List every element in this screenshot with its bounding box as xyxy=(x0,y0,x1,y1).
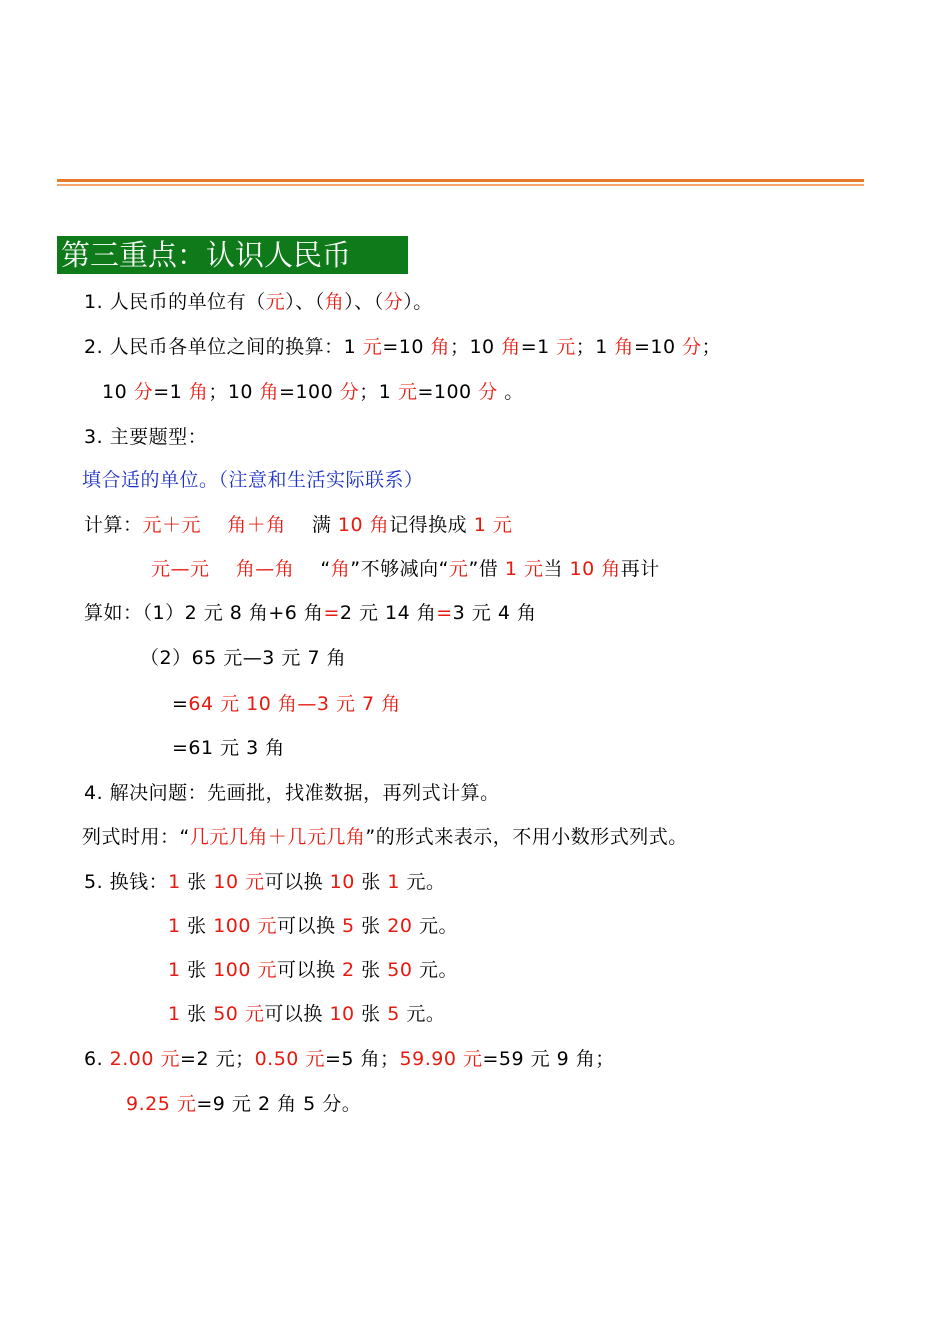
text-line xyxy=(84,600,536,626)
text-segment: =10 xyxy=(382,336,431,358)
highlighted-text: 分 xyxy=(383,291,404,313)
highlighted-text: 元 xyxy=(448,558,469,580)
text-line xyxy=(84,1046,615,1072)
text-segment: ）、（ xyxy=(285,291,325,313)
text-segment: 元。 xyxy=(412,915,458,937)
text-line xyxy=(168,1001,445,1027)
highlighted-text: 10 元 xyxy=(213,871,265,893)
highlighted-text: 10 xyxy=(329,1003,355,1025)
highlighted-text: 角 xyxy=(188,381,209,403)
highlighted-text: 5 xyxy=(342,915,355,937)
text-segment: 张 xyxy=(180,1003,214,1025)
highlighted-text: 50 元 xyxy=(213,1003,265,1025)
orange-divider-line xyxy=(57,179,864,182)
text-segment: 张 xyxy=(354,959,388,981)
text-segment xyxy=(201,514,227,536)
text-line xyxy=(84,334,721,360)
text-segment: ；10 xyxy=(449,336,502,358)
text-segment: 张 xyxy=(354,1003,388,1025)
text-line xyxy=(102,379,524,405)
text-segment: =10 xyxy=(633,336,683,358)
text-segment: ；10 xyxy=(208,381,260,403)
text-segment: 。 xyxy=(497,381,524,403)
highlighted-text: 50 xyxy=(387,959,413,981)
highlighted-text: 分 xyxy=(478,381,498,403)
highlighted-text: 1 元 xyxy=(504,558,544,580)
highlighted-text: 分 xyxy=(682,336,702,358)
highlighted-text: 元—元 xyxy=(151,558,210,580)
highlighted-text: 1 xyxy=(168,915,181,937)
text-segment: 10 xyxy=(102,381,134,403)
text-segment: 2 元 14 角 xyxy=(339,602,437,624)
highlighted-text: 59.90 元 xyxy=(399,1048,483,1070)
text-segment: ”借 xyxy=(468,558,505,580)
text-segment: 记得换成 xyxy=(389,514,474,536)
text-segment: 可以换 xyxy=(277,959,343,981)
text-line xyxy=(168,913,458,939)
highlighted-text: 角 xyxy=(259,381,280,403)
highlighted-text: 角＋角 xyxy=(227,514,286,536)
text-line xyxy=(140,645,346,671)
text-segment: =1 xyxy=(520,336,557,358)
text-segment: 3. 主要题型： xyxy=(84,426,208,448)
blue-text: 填合适的单位。（注意和生活实际联系） xyxy=(82,469,424,491)
text-segment: 算如：（1）2 元 8 角+6 角 xyxy=(84,602,324,624)
text-line xyxy=(126,1091,361,1117)
highlighted-text: = xyxy=(323,602,340,624)
highlighted-text: 10 角 xyxy=(337,514,390,536)
text-segment: ）。 xyxy=(403,291,433,313)
highlighted-text: 1 元 xyxy=(473,514,513,536)
text-segment: 满 xyxy=(285,514,338,536)
text-segment: =61 元 3 角 xyxy=(172,737,285,759)
text-segment: 元。 xyxy=(412,959,458,981)
highlighted-text: 9.25 元 xyxy=(126,1093,197,1115)
text-segment: =100 xyxy=(417,381,479,403)
highlighted-text: 10 xyxy=(329,871,355,893)
highlighted-text: 10 角 xyxy=(569,558,621,580)
text-segment: 张 xyxy=(180,915,214,937)
highlighted-text: 分 xyxy=(339,381,360,403)
text-line xyxy=(82,824,688,850)
text-segment: ”不够减向“ xyxy=(350,558,449,580)
highlighted-text: 0.50 元 xyxy=(254,1048,325,1070)
highlighted-text: 1 xyxy=(168,871,181,893)
text-segment: 元。 xyxy=(399,1003,446,1025)
text-segment: ”的形式来表示，不用小数形式列式。 xyxy=(365,826,688,848)
highlighted-text: 角 xyxy=(330,558,351,580)
text-segment xyxy=(210,558,236,580)
text-segment: 6. xyxy=(84,1048,110,1070)
highlighted-text: 元 xyxy=(362,336,383,358)
text-segment: =9 元 2 角 5 分。 xyxy=(196,1093,362,1115)
highlighted-text: 100 元 xyxy=(213,915,277,937)
highlighted-text: 元＋元 xyxy=(142,514,202,536)
highlighted-text: 角 xyxy=(614,336,634,358)
highlighted-text: 元 xyxy=(556,336,576,358)
text-line xyxy=(172,691,401,717)
text-segment: ）、（ xyxy=(344,291,384,313)
text-segment: =2 元； xyxy=(180,1048,255,1070)
highlighted-text: 2.00 元 xyxy=(109,1048,181,1070)
text-segment: =1 xyxy=(153,381,189,403)
text-segment: 可以换 xyxy=(264,871,330,893)
text-line xyxy=(84,869,446,895)
text-segment: = xyxy=(172,693,189,715)
text-segment: 张 xyxy=(354,871,388,893)
text-segment: “ xyxy=(294,558,331,580)
text-segment: 5. 换钱： xyxy=(84,871,169,893)
highlighted-text: 角 xyxy=(324,291,345,313)
text-line xyxy=(82,467,424,493)
highlighted-text: 元 xyxy=(397,381,418,403)
highlighted-text: 1 xyxy=(168,1003,181,1025)
text-segment: =5 角； xyxy=(324,1048,400,1070)
text-segment: 1. 人民币的单位有（ xyxy=(84,291,266,313)
text-line xyxy=(168,957,458,983)
highlighted-text: 角—角 xyxy=(235,558,295,580)
highlighted-text: 20 xyxy=(387,915,413,937)
text-line xyxy=(84,424,207,450)
text-segment: 4. 解决问题：先画批，找准数据，再列式计算。 xyxy=(84,782,500,804)
text-segment: 张 xyxy=(180,871,214,893)
text-segment: 计算： xyxy=(84,514,143,536)
text-segment: 当 xyxy=(543,558,570,580)
text-segment: 再计 xyxy=(620,558,660,580)
highlighted-text: 2 xyxy=(342,959,355,981)
text-segment: ；1 xyxy=(359,381,398,403)
highlighted-text: 分 xyxy=(133,381,154,403)
highlighted-text: 角 xyxy=(430,336,450,358)
highlighted-text: 5 xyxy=(387,1003,400,1025)
highlighted-text: 64 元 10 角—3 元 7 角 xyxy=(188,693,401,715)
text-line xyxy=(84,512,512,538)
text-line xyxy=(84,289,433,315)
highlighted-text: 1 xyxy=(387,871,400,893)
text-segment: ；1 xyxy=(575,336,615,358)
text-line xyxy=(151,556,660,582)
highlighted-text: 1 xyxy=(168,959,181,981)
text-segment: （2）65 元—3 元 7 角 xyxy=(140,647,347,669)
text-segment: 2. 人民币各单位之间的换算：1 xyxy=(84,336,363,358)
text-segment: 3 元 4 角 xyxy=(452,602,537,624)
text-line xyxy=(84,780,500,806)
text-segment: 列式时用：“ xyxy=(82,826,190,848)
text-segment: 张 xyxy=(354,915,388,937)
text-segment: 可以换 xyxy=(264,1003,330,1025)
highlighted-text: 100 元 xyxy=(213,959,277,981)
text-segment: ； xyxy=(701,336,722,358)
text-segment: 张 xyxy=(180,959,214,981)
highlighted-text: 角 xyxy=(501,336,521,358)
text-segment: 可以换 xyxy=(277,915,343,937)
text-line xyxy=(172,735,285,761)
highlighted-text: 几元几角＋几元几角 xyxy=(189,826,366,848)
highlighted-text: 元 xyxy=(265,291,286,313)
orange-divider-line-light xyxy=(57,184,864,186)
section-title: 第三重点：认识人民币 xyxy=(57,236,408,274)
text-segment: =100 xyxy=(279,381,340,403)
text-segment: =59 元 9 角； xyxy=(482,1048,615,1070)
highlighted-text: = xyxy=(436,602,453,624)
text-segment: 元。 xyxy=(400,871,446,893)
